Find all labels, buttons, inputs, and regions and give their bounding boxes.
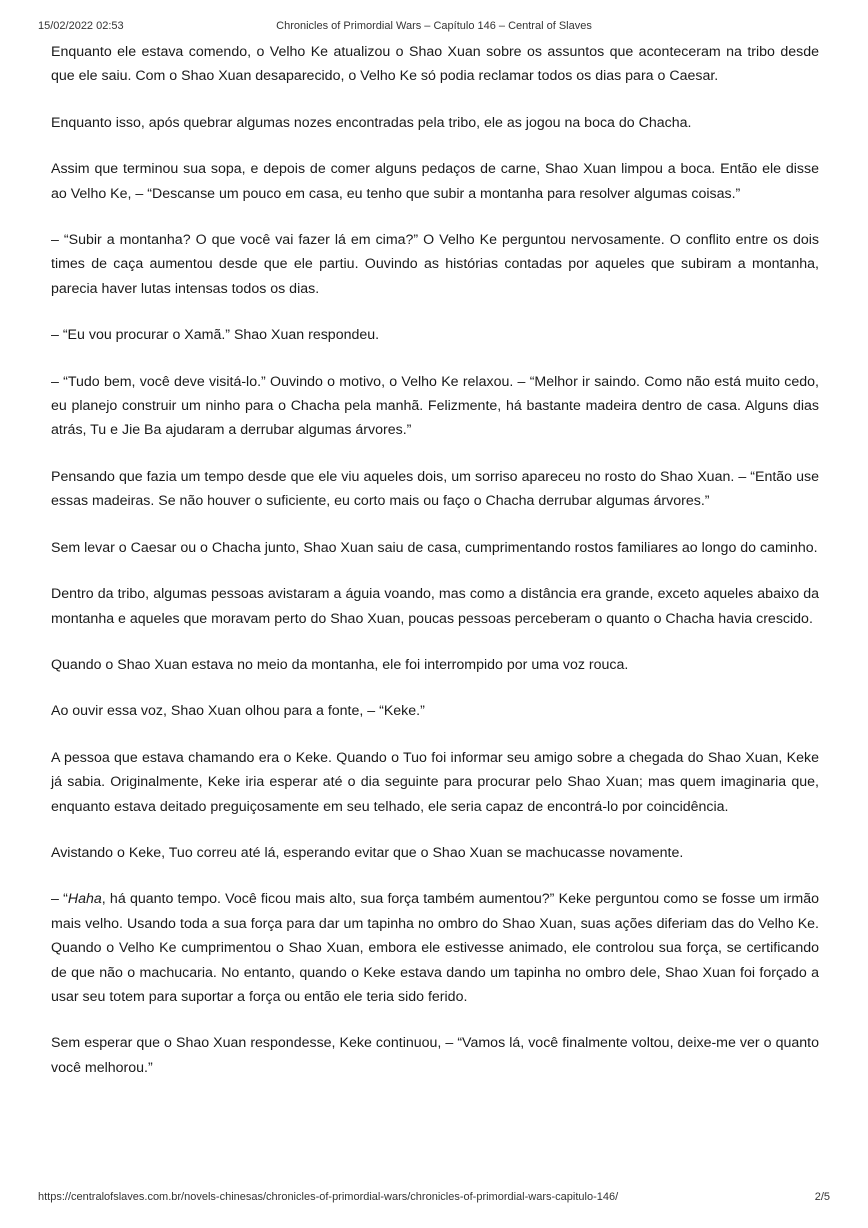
italic-word: Haha xyxy=(67,891,102,908)
paragraph: Ao ouvir essa voz, Shao Xuan olhou para a fonte, – “Keke.” xyxy=(51,703,425,720)
paragraph: Enquanto isso, após quebrar algumas nozes encontradas pela tribo, ele as jogou na boca do Chacha. xyxy=(51,114,692,131)
paragraph: Quando o Shao Xuan estava no meio da montanha, ele foi interrompido por uma voz rouca. xyxy=(51,656,629,673)
print-footer xyxy=(38,1191,830,1203)
paragraph: Enquanto ele estava comendo, o Velho Ke atualizou o Shao Xuan sobre os assuntos que aconteceram na tribo desde que ele saiu. Com o Shao Xuan desaparecido, o Velho Ke só podia reclamar todos os dias para o Caesar. xyxy=(51,44,819,85)
quote-prefix: – “ xyxy=(51,891,68,908)
paragraph-haha xyxy=(51,887,819,1009)
paragraph: A pessoa que estava chamando era o Keke. Quando o Tuo foi informar seu amigo sobre a chegada do Shao Xuan, Keke já sabia. Originalmente, Keke iria esperar até o dia seguinte para procurar pelo Shao Xuan; mas quem imaginaria que, enquanto estava deitado preguiçosamente em seu telhado, ele seria capaz de encontrá-lo por coincidência. xyxy=(51,749,819,815)
print-timestamp: 15/02/2022 02:53 xyxy=(38,20,124,32)
print-page-title: Chronicles of Primordial Wars – Capítulo 146 – Central of Slaves xyxy=(276,20,592,32)
paragraph: Avistando o Keke, Tuo correu até lá, esperando evitar que o Shao Xuan se machucasse novamente. xyxy=(51,844,684,861)
paragraph: Sem esperar que o Shao Xuan respondesse, Keke continuou, – “Vamos lá, você finalmente voltou, deixe-me ver o quanto você melhorou.” xyxy=(51,1035,819,1076)
page-number: 2/5 xyxy=(814,1191,830,1203)
paragraph: Dentro da tribo, algumas pessoas avistaram a águia voando, mas como a distância era grande, exceto aqueles abaixo da montanha e aqueles que moravam perto do Shao Xuan, poucas pessoas perceberam o quanto o Chacha havia crescido. xyxy=(51,586,819,627)
print-header xyxy=(38,20,830,36)
paragraph: Sem levar o Caesar ou o Chacha junto, Shao Xuan saiu de casa, cumprimentando rostos familiares ao longo do caminho. xyxy=(51,539,818,556)
quote-rest: , há quanto tempo. Você ficou mais alto, sua força também aumentou?” Keke perguntou como se fosse um irmão mais velho. Usando toda a sua força para dar um tapinha no ombro do Shao Xuan, suas ações diferiam das do Velho Ke. Quando o Velho Ke cumprimentou o Shao Xuan, embora ele estivesse animado, ele controlou sua força, se certificando de que não o machucaria. No entanto, quando o Keke estava dando um tapinha no ombro dele, Shao Xuan foi forçado a usar seu totem para suportar a força ou então ele teria sido ferido. xyxy=(51,891,819,1005)
paragraph: – “Eu vou procurar o Xamã.” Shao Xuan respondeu. xyxy=(51,327,380,344)
paragraph: – “Tudo bem, você deve visitá-lo.” Ouvindo o motivo, o Velho Ke relaxou. – “Melhor ir saindo. Como não está muito cedo, eu planejo construir um ninho para o Chacha pela manhã. Felizmente, há bastante madeira dentro de casa. Alguns dias atrás, Tu e Jie Ba ajudaram a derrubar algumas árvores.” xyxy=(51,373,819,439)
paragraph: Assim que terminou sua sopa, e depois de comer alguns pedaços de carne, Shao Xuan limpou a boca. Então ele disse ao Velho Ke, – “Descanse um pouco em casa, eu tenho que subir a montanha para resolver algumas coisas.” xyxy=(51,161,819,202)
article-body xyxy=(51,40,819,1102)
paragraph: – “Subir a montanha? O que você vai fazer lá em cima?” O Velho Ke perguntou nervosamente. O conflito entre os dois times de caça aumentou desde que ele partiu. Ouvindo as histórias contadas por aqueles que subiram a montanha, parecia haver lutas intensas todos os dias. xyxy=(51,232,819,297)
footer-url: https://centralofslaves.com.br/novels-chinesas/chronicles-of-primordial-wars/chronicles-of-primordial-wars-capitulo-146/ xyxy=(38,1191,619,1203)
paragraph: Pensando que fazia um tempo desde que ele viu aqueles dois, um sorriso apareceu no rosto do Shao Xuan. – “Então use essas madeiras. Se não houver o suficiente, eu corto mais ou faço o Chacha derrubar algumas árvores.” xyxy=(51,468,819,510)
